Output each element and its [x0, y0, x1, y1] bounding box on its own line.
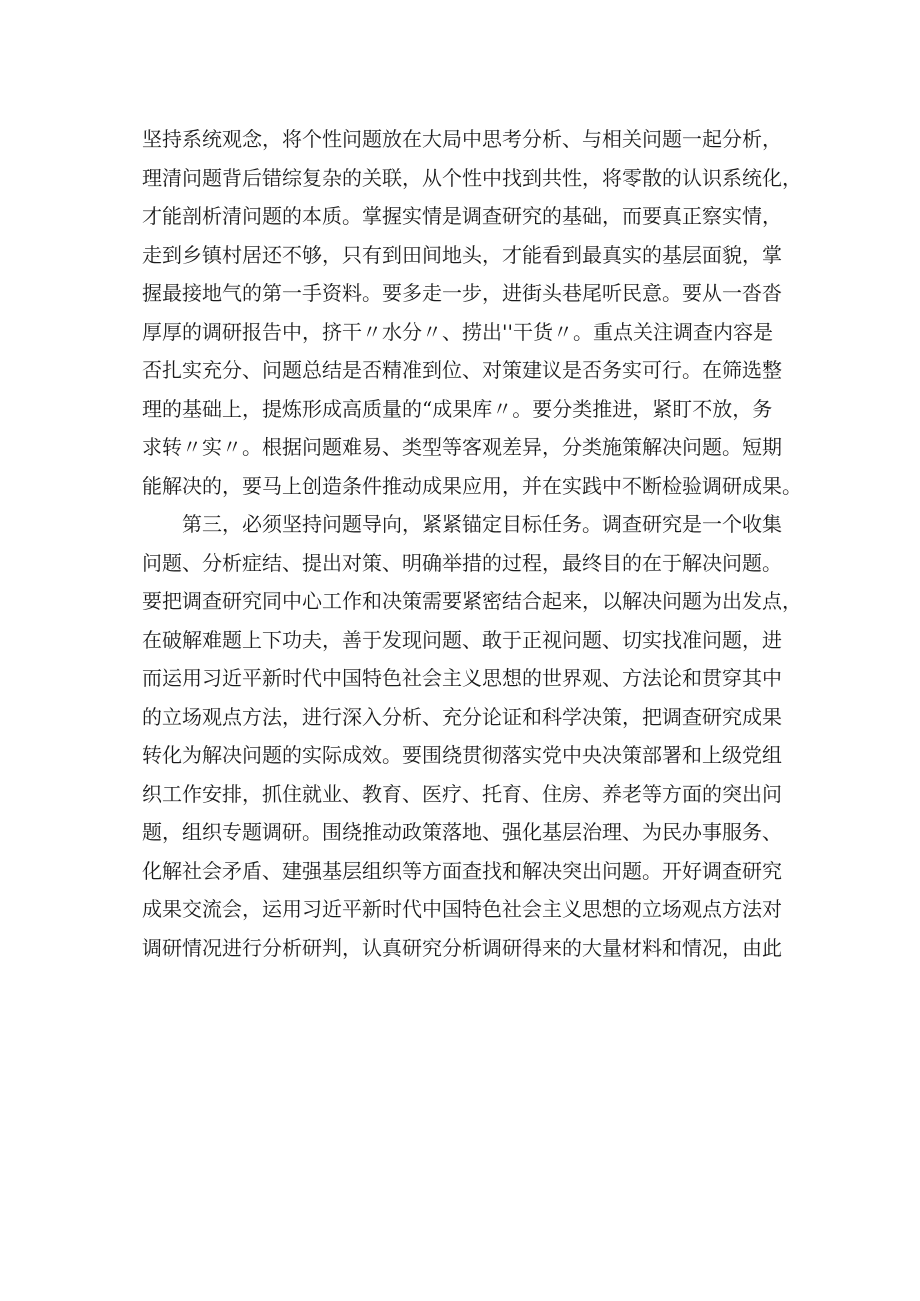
text-line: 织工作安排，抓住就业、教育、医疗、托育、住房、养老等方面的突出问	[142, 781, 782, 806]
text-line: 理清问题背后错综复杂的关联，从个性中找到共性，将零散的认识系统化，	[142, 165, 802, 190]
body-text	[142, 120, 802, 967]
text-line: 题，组织专题调研。围绕推动政策落地、强化基层治理、为民办事服务、	[142, 820, 782, 844]
text-line: 理的基础上，提炼形成高质量的“成果库〃。要分类推进，紧盯不放，务	[142, 396, 773, 421]
text-line: 转化为解决问题的实际成效。要围绕贯彻落实党中央决策部署和上级党组	[142, 743, 782, 767]
text-line: 调研情况进行分析研判，认真研究分析调研得来的大量材料和情况，由此	[142, 935, 782, 960]
text-line: 握最接地气的第一手资料。要多走一步，进街头巷尾听民意。要从一沓沓	[142, 281, 782, 305]
text-line: 走到乡镇村居还不够，只有到田间地头，才能看到最真实的基层面貌，掌	[142, 242, 782, 267]
text-line: 成果交流会，运用习近平新时代中国特色社会主义思想的立场观点方法对	[142, 897, 782, 921]
text-line: 而运用习近平新时代中国特色社会主义思想的世界观、方法论和贯穿其中	[142, 666, 782, 690]
paragraph-start-line: 第三，必须坚持问题导向，紧紧锚定目标任务。调查研究是一个收集	[182, 512, 782, 536]
text-line: 厚厚的调研报告中，挤干〃水分〃、捞出''干货〃。重点关注调查内容是	[142, 319, 773, 344]
text-line: 求转〃实〃。根据问题难易、类型等客观差异，分类施策解决问题。短期	[142, 435, 782, 459]
text-line: 化解社会矛盾、建强基层组织等方面查找和解决突出问题。开好调查研究	[142, 858, 782, 883]
text-line: 否扎实充分、问题总结是否精准到位、对策建议是否务实可行。在筛选整	[142, 358, 782, 382]
text-line: 问题、分析症结、提出对策、明确举措的过程，最终目的在于解决问题。	[142, 550, 782, 575]
text-line: 的立场观点方法，进行深入分析、充分论证和科学决策，把调查研究成果	[142, 704, 782, 729]
text-line: 要把调查研究同中心工作和决策需要紧密结合起来，以解决问题为出发点，	[142, 589, 802, 613]
text-line: 在破解难题上下功夫，善于发现问题、敢于正视问题、切实找准问题，进	[142, 627, 782, 652]
text-line: 能解决的，要马上创造条件推动成果应用，并在实践中不断检验调研成果。	[142, 473, 802, 498]
text-line: 坚持系统观念，将个性问题放在大局中思考分析、与相关问题一起分析，	[142, 127, 782, 151]
text-line: 才能剖析清问题的本质。掌握实情是调查研究的基础，而要真正察实情，	[142, 204, 782, 228]
